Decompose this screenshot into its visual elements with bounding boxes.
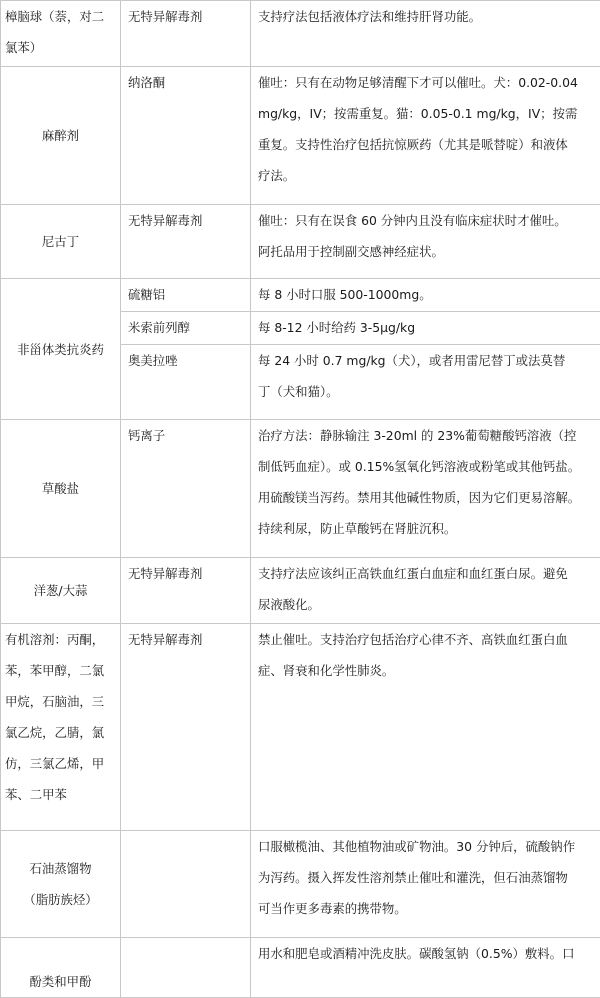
antidote-cell: 无特异解毒剂: [121, 624, 251, 831]
treatment-line: mg/kg，IV；按需重复。猫：0.05-0.1 mg/kg，IV；按需: [258, 98, 596, 129]
antidote-cell: 奥美拉唑: [121, 345, 251, 420]
treatment-line: 阿托品用于控制副交感神经症状。: [258, 236, 596, 267]
treatment-cell: [251, 279, 600, 312]
antidote-cell: 纳洛酮: [121, 67, 251, 205]
agent-line: 苯、二甲苯: [5, 779, 116, 810]
table-row: [1, 938, 600, 998]
treatment-line: 治疗方法：静脉输注 3-20ml 的 23%葡萄糖酸钙溶液（控: [258, 420, 596, 451]
agent-line: （脂肪族烃）: [5, 884, 116, 915]
treatment-cell: [251, 558, 600, 624]
treatment-line: 症、肾衰和化学性肺炎。: [258, 655, 596, 686]
agent-cell: [1, 831, 121, 938]
treatment-line: 支持疗法应该纠正高铁血红蛋白血症和血红蛋白尿。避免: [258, 558, 596, 589]
table-row: [1, 558, 600, 624]
antidote-cell: 钙离子: [121, 420, 251, 558]
agent-line: 非甾体类抗炎药: [5, 334, 116, 365]
agent-line: 甲烷，石脑油，三: [5, 686, 116, 717]
table-row: [1, 624, 600, 831]
agent-cell: [1, 558, 121, 624]
treatment-line: 制低钙血症）。或 0.15%氢氧化钙溶液或粉笔或其他钙盐。: [258, 451, 596, 482]
antidote-cell: 无特异解毒剂: [121, 205, 251, 279]
agent-line: 仿，三氯乙烯，甲: [5, 748, 116, 779]
agent-cell: [1, 624, 121, 831]
agent-line: 氯乙烷，乙腈，氯: [5, 717, 116, 748]
treatment-cell: [251, 1, 600, 67]
treatment-line: 每 8 小时口服 500-1000mg。: [258, 279, 596, 310]
treatment-line: 重复。支持性治疗包括抗惊厥药（尤其是哌替啶）和液体: [258, 129, 596, 160]
treatment-line: 丁（犬和猫）。: [258, 376, 596, 407]
antidote-cell: [121, 831, 251, 938]
treatment-line: 每 8-12 小时给药 3-5μg/kg: [258, 312, 596, 343]
treatment-line: 可当作更多毒素的携带物。: [258, 893, 596, 924]
antidote-cell: 硫糖铝: [121, 279, 251, 312]
table-row: [1, 420, 600, 558]
treatment-line: 疗法。: [258, 160, 596, 191]
treatment-cell: [251, 205, 600, 279]
agent-cell: [1, 938, 121, 998]
treatment-line: 口服橄榄油、其他植物油或矿物油。30 分钟后，硫酸钠作: [258, 831, 596, 862]
treatment-cell: [251, 420, 600, 558]
treatment-cell: [251, 938, 600, 998]
treatment-line: 尿液酸化。: [258, 589, 596, 620]
treatment-line: 催吐：只有在动物足够清醒下才可以催吐。犬：0.02-0.04: [258, 67, 596, 98]
agent-line: 有机溶剂：丙酮，: [5, 624, 116, 655]
agent-line: 麻醉剂: [5, 120, 116, 151]
treatment-cell: [251, 831, 600, 938]
treatment-line: 用硫酸镁当泻药。禁用其他碱性物质，因为它们更易溶解。: [258, 482, 596, 513]
treatment-line: 持续利尿，防止草酸钙在肾脏沉积。: [258, 513, 596, 544]
agent-line: 洋葱/大蒜: [5, 575, 116, 606]
agent-line: 尼古丁: [5, 226, 116, 257]
agent-cell: [1, 420, 121, 558]
antidote-cell: 无特异解毒剂: [121, 558, 251, 624]
treatment-line: 每 24 小时 0.7 mg/kg（犬），或者用雷尼替丁或法莫替: [258, 345, 596, 376]
treatment-line: 禁止催吐。支持治疗包括治疗心律不齐、高铁血红蛋白血: [258, 624, 596, 655]
treatment-cell: [251, 345, 600, 420]
table-row: [1, 67, 600, 205]
treatment-line: 为泻药。摄入挥发性溶剂禁止催吐和灌洗，但石油蒸馏物: [258, 862, 596, 893]
agent-line: 石油蒸馏物: [5, 853, 116, 884]
table-row: [1, 205, 600, 279]
treatment-cell: [251, 312, 600, 345]
agent-line: 樟脑球（萘，对二: [5, 1, 116, 32]
agent-line: 酚类和甲酚: [5, 966, 116, 997]
antidote-cell: [121, 938, 251, 998]
treatment-line: 用水和肥皂或酒精冲洗皮肤。碳酸氢钠（0.5%）敷料。口: [258, 938, 596, 969]
treatment-line: 催吐：只有在误食 60 分钟内且没有临床症状时才催吐。: [258, 205, 596, 236]
agent-cell: [1, 67, 121, 205]
treatment-cell: [251, 624, 600, 831]
agent-line: 苯，苯甲醇，二氯: [5, 655, 116, 686]
treatment-cell: [251, 67, 600, 205]
antidote-cell: 无特异解毒剂: [121, 1, 251, 67]
table-row: [1, 831, 600, 938]
treatment-line: 支持疗法包括液体疗法和维持肝肾功能。: [258, 1, 596, 32]
antidote-cell: 米索前列醇: [121, 312, 251, 345]
agent-cell: [1, 205, 121, 279]
agent-cell: [1, 279, 121, 420]
agent-line: 氯苯）: [5, 32, 116, 63]
agent-line: 草酸盐: [5, 473, 116, 504]
table-row: [1, 279, 600, 312]
agent-cell: [1, 1, 121, 67]
table-row: [1, 1, 600, 67]
